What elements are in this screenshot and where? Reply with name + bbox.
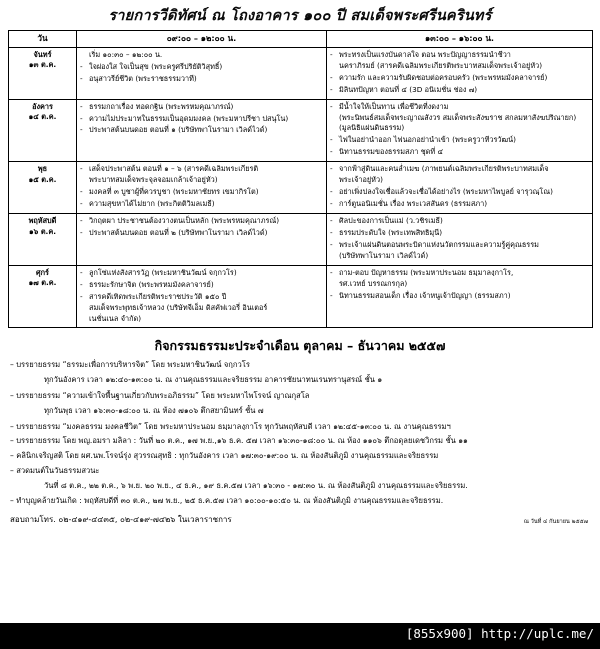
bullet-dash-icon: - — [80, 113, 83, 123]
program-item-list — [80, 62, 323, 85]
bullet-dash-icon: - — [330, 290, 333, 300]
bullet-dash-icon: - — [330, 49, 333, 59]
slot2-cell — [327, 162, 593, 214]
program-item — [80, 199, 323, 210]
table-row — [9, 214, 593, 266]
day-cell — [9, 214, 77, 266]
bullet-dash-icon: - — [80, 291, 83, 301]
program-item-line: อนุสาวรีย์ชีวิต (พระราชธรรมวาที) — [89, 73, 197, 83]
bullet-dash-icon: - — [330, 147, 333, 157]
activities-list — [8, 359, 592, 507]
bullet-dash-icon: - — [330, 187, 333, 197]
day-date: ๑๖ ต.ค. — [29, 226, 56, 236]
bullet-dash-icon: - — [330, 72, 333, 82]
schedule-panel — [8, 6, 592, 328]
program-item-line: นคราภิรมย์ (สารคดีเฉลิมพระเกียรติพระบาทสมเด็จพระเจ้าอยู่หัว) — [339, 60, 543, 70]
slot-lead-time: เริ่ม ๑๐:๓๐ – ๑๒:๐๐ น. — [89, 49, 163, 59]
bullet-dash-icon: - — [80, 279, 83, 289]
program-item — [330, 187, 589, 198]
program-item — [330, 199, 589, 210]
program-item-line: ธรรมประดับใจ (พระเทพสิทธิมุนี) — [339, 227, 443, 237]
program-item-line: นิทานธรรมของธรรมสภา ชุดที่ ๔ — [339, 147, 444, 157]
schedule-table-body — [9, 47, 593, 328]
activities-title: กิจกรรมธรรมะประจำเดือน ตุลาคม – ธันวาคม ๒๕๕๗ — [154, 338, 446, 354]
program-item-line: เสด็จประพาสต้น ตอนที่ ๑ – ๖ (สารคดีเฉลิมพระเกียรติ — [89, 164, 259, 174]
table-header-row — [9, 30, 593, 47]
program-item-line: ความไม่ประมาทในธรรมเป็นอุดมมงคล (พระมหาปรีชา ปสนุโน) — [89, 113, 289, 123]
program-item-line: พระเจ้าอยู่หัว) — [339, 175, 383, 185]
program-item — [330, 228, 589, 239]
program-item — [80, 102, 323, 113]
bullet-dash-icon: - — [330, 199, 333, 209]
program-item-line: ความสุขหาได้ไม่ยาก (พระกิตติวิมลเมธี) — [89, 199, 215, 209]
program-item — [330, 216, 589, 227]
program-item-line: (พระนิพนธ์สมเด็จพระญาณสังวร สมเด็จพระสังฆราช สกลมหาสังฆปริณายก) — [339, 112, 577, 122]
program-item — [80, 164, 323, 186]
program-item-line: รศ.เวทย์ บรรณกรกุล) — [339, 278, 408, 288]
day-date: ๑๔ ต.ค. — [28, 112, 57, 122]
program-item — [80, 114, 323, 125]
program-item-line: ใจผ่องใส ใจเป็นสุข (พระครูศรีปริยัติวิสุทธิ์) — [89, 61, 223, 71]
issue-date: ณ วันที่ ๔ กันยายน ๒๕๕๗ — [523, 519, 588, 526]
slot1-cell — [77, 99, 327, 162]
program-item — [80, 292, 323, 325]
bullet-dash-icon: - — [330, 216, 333, 226]
day-name: ศุกร์ — [36, 267, 49, 277]
bullet-dash-icon: - — [80, 61, 83, 71]
activity-detail-line: ทุกวันพุธ เวลา ๑๖:๓๐-๑๘:๐๐ น. ณ ห้อง ๗๑๐๖ ตึกสยามินทร์ ชั้น ๗ — [44, 405, 264, 415]
program-item-line: ความรัก และความรับผิดชอบต่อครอบครัว (พระพรหมมังคลาจารย์) — [339, 72, 548, 82]
program-item-line: สารคดีเทิดพระเกียรติพระราชประวัติ ๑๕๐ ปี — [89, 291, 227, 301]
slot1-cell — [77, 214, 327, 266]
bullet-dash-icon: - — [80, 125, 83, 135]
program-item — [330, 268, 589, 290]
bullet-dash-icon: - — [330, 227, 333, 237]
activity-line: – สวดมนต์ในวันธรรมสวนะ — [10, 465, 100, 475]
program-item-list — [330, 164, 589, 210]
program-item — [330, 147, 589, 158]
day-date: ๑๓ ต.ค. — [28, 60, 57, 70]
image-size-url-stamp: [855x900] http://uplc.me/ — [405, 626, 594, 641]
slot2-cell — [327, 214, 593, 266]
slot2-cell — [327, 99, 593, 162]
bullet-dash-icon: - — [330, 84, 333, 94]
bullet-dash-icon: - — [80, 199, 83, 209]
day-cell — [9, 162, 77, 214]
program-item — [330, 135, 589, 146]
bullet-dash-icon: - — [80, 187, 83, 197]
program-item — [330, 73, 589, 84]
program-item-list — [330, 50, 589, 96]
slot1-cell — [77, 265, 327, 328]
bullet-dash-icon: - — [80, 164, 83, 174]
bullet-dash-icon: - — [80, 267, 83, 277]
program-item-line: ธรรมะรักษาจิต (พระพรหมมังคลาจารย์) — [89, 279, 214, 289]
program-item-line: อย่าเพิ่งปลงใจเชื่อแล้วจะเชื่อได้อย่างไร (พระมหาไพบูลย์ จารุวณฺโณ) — [339, 187, 553, 197]
program-item-line: จากฟ้าสู่ดินและคนล่ำเมฆ (ภาพยนต์เฉลิมพระเกียรติพระบาทสมเด็จ — [339, 164, 549, 174]
program-item-line: (บริษัทพาโนรามา เวิลด์ไวด์) — [339, 250, 429, 260]
activity-line: – บรรยายธรรม “มงคลธรรม มงคลชีวิต” โดย พระมหาประนอม ธมฺมาลงฺกาโร ทุกวันพฤหัสบดี เวลา ๑๒:๔๕-๑๓:๐๐ น. ณ งานคุณธรรมฯ — [10, 421, 451, 431]
bullet-dash-icon: - — [80, 101, 83, 111]
program-item-line: ไฟในอย่านำออก ไฟนอกอย่านำเข้า (พระครูวาทีวรวัฒน์) — [339, 135, 516, 145]
bullet-dash-icon: - — [80, 216, 83, 226]
bullet-dash-icon: - — [80, 227, 83, 237]
activity-detail-line: ทุกวันอังคาร เวลา ๑๒:๔๐-๑๓:๐๐ น. ณ งานคุณธรรมและจริยธรรม อาคารชัยนาทนเรนทรานุสรณ์ ชั้น ๑ — [44, 375, 383, 385]
contact-phone: สอบถามโทร. ๐๒-๔๑๙-๔๔๓๕, ๐๒-๔๑๙-๗๔๒๖ ในเวลาราชการ — [10, 515, 232, 525]
column-header-day: วัน — [9, 30, 77, 47]
program-item-line: นิทานธรรมสอนเด็ก เรื่อง เจ้าหนูเจ้าปัญญา (ธรรมสภา) — [339, 290, 511, 300]
program-item-list — [80, 216, 323, 239]
program-item — [80, 62, 323, 73]
schedule-table — [8, 30, 593, 329]
day-cell — [9, 265, 77, 328]
program-item-line: ธรรมกถาเรื่อง ทอดกฐิน (พระพรหมคุณาภรณ์) — [89, 101, 234, 111]
program-item — [80, 187, 323, 198]
bullet-dash-icon: - — [80, 73, 83, 83]
activity-detail-line: วันที่ ๘ ต.ค., ๒๒ ต.ค., ๖ พ.ย. ๒๐ พ.ย., ๔ ธ.ค., ๑๙ ธ.ค.๕๗ เวลา ๑๖:๓๐ - ๑๗:๓๐ น. ณ ห้องสันติภูมิ งานคุณธรรมและจริยธรรม. — [44, 480, 468, 490]
table-row — [9, 265, 593, 328]
program-item — [80, 228, 323, 239]
program-item-line: พระเจ้าแผ่นดินตอนพระบิดาแห่งนวัตกรรมและความรู้คู่คุณธรรม — [339, 239, 539, 249]
program-item — [330, 291, 589, 302]
activity-line: – บรรยายธรรม “ความเข้าใจพื้นฐานเกี่ยวกับพระอภิธรรม” โดย พระมหาไพโรจน์ ญาณกุสโล — [10, 390, 310, 400]
program-item-line: สมเด็จพระพุทธเจ้าหลวง (บริษัทจีเอ็ม ดิสคัฟเวอรี่ อินเตอร์ — [89, 302, 268, 312]
program-item-line: ประพาสต้นบนดอย ตอนที่ ๒ (บริษัทพาโนรามา เวิลด์ไวด์) — [89, 227, 268, 237]
program-item-list — [330, 268, 589, 302]
program-item-line: ถาม-ตอบ ปัญหาธรรม (พระมหาประนอม ธมฺมาลงฺกาโร, — [339, 267, 514, 277]
activity-line: – บรรยายธรรม โดย พญ.อมรา มลิลา : วันที่ ๒๐ ต.ค., ๑๗ พ.ย.,๑๖ ธ.ค. ๕๗ เวลา ๑๖:๓๐-๑๘:๐๐ น. ณ ห้อง ๑๑๐๖ ตึกอดุลยเดชวิกรม ชั้น ๑๑ — [10, 436, 468, 446]
day-name: พุธ — [37, 164, 48, 174]
slot2-cell — [327, 47, 593, 99]
program-item-list — [330, 216, 589, 262]
bullet-dash-icon: - — [330, 101, 333, 111]
column-header-morning: ๐๙:๐๐ – ๑๒:๐๐ น. — [77, 30, 327, 47]
slot2-cell — [327, 265, 593, 328]
program-item — [330, 102, 589, 135]
program-item — [80, 280, 323, 291]
program-item-line: พระทรงเป็นแรงบันดาลใจ ตอน พระปัญญาธรรมนำชีวา — [339, 49, 511, 59]
table-row — [9, 47, 593, 99]
table-row — [9, 162, 593, 214]
day-name: พฤหัสบดี — [28, 216, 57, 226]
program-item-list — [330, 102, 589, 159]
program-item-line: ศิลปะของการเป็นแม่ (ว.วชิรเมธี) — [339, 216, 443, 226]
program-item-list — [80, 164, 323, 210]
program-item-line: การ์ตูนอนิเมชั่น เรื่อง พระเวสสันดร (ธรรมสภา) — [339, 199, 488, 209]
day-name: อังคาร — [32, 101, 53, 111]
bullet-dash-icon: - — [330, 135, 333, 145]
activity-line: – คลินิกเจริญสติ โดย ผศ.นพ.โรจน์รุ่ง สุวรรณสุทธิ : ทุกวันอังคาร เวลา ๑๗:๓๐-๑๙:๐๐ น. ณ ห้องสันติภูมิ งานคุณธรรมและจริยธรรม — [10, 451, 439, 461]
program-item-line: มีน้ำใจให้เป็นทาน เพื่อชีวิตที่งดงาม — [339, 101, 449, 111]
program-item-line: วิกฤตผา ประชาชนต้องวางตนเป็นหลัก (พระพรหมคุณาภรณ์) — [89, 216, 280, 226]
activities-panel — [8, 335, 592, 526]
program-item-line: (มูลนิธิแผ่นดินธรรม) — [339, 123, 405, 133]
program-item — [80, 125, 323, 136]
activity-line: – บรรยายธรรม “ธรรมะเพื่อการบริหารจิต” โดย พระมหาชินวัฒน์ จกฺกวโร — [10, 360, 250, 370]
bullet-dash-icon: - — [330, 164, 333, 174]
program-item — [330, 85, 589, 96]
program-item-line: ประพาสต้นบนดอย ตอนที่ ๑ (บริษัทพาโนรามา เวิลด์ไวด์) — [89, 125, 268, 135]
program-item — [80, 216, 323, 227]
program-item-line: มิลินทปัญหา ตอนที่ ๔ (3D อนิเมชั่น ช่อง ๗) — [339, 84, 478, 94]
footer-bar — [0, 623, 600, 649]
activities-footer — [8, 513, 592, 526]
program-item — [330, 164, 589, 186]
bullet-dash-icon: - — [330, 239, 333, 249]
day-name: จันทร์ — [33, 49, 52, 59]
day-cell — [9, 47, 77, 99]
program-item-line: ลูกโซ่แห่งสังสารวัฏ (พระมหาชินวัฒน์ จกฺกวโร) — [89, 267, 237, 277]
day-cell — [9, 99, 77, 162]
program-item-list — [80, 102, 323, 137]
day-date: ๑๗ ต.ค. — [28, 278, 57, 288]
program-item — [80, 74, 323, 85]
slot1-cell — [77, 162, 327, 214]
table-row — [9, 99, 593, 162]
slot1-cell — [77, 47, 327, 99]
program-item-list — [80, 268, 323, 325]
column-header-afternoon: ๑๓:๐๐ – ๑๖:๐๐ น. — [327, 30, 593, 47]
program-item — [330, 240, 589, 262]
program-item-line: มงคลที่ ๓ บูชาผู้ที่ควรบูชา (พระมหาชัยทร เขมากิรโต) — [89, 187, 259, 197]
program-item-line: พระบาทสมเด็จพระจุลจอมเกล้าเจ้าอยู่หัว) — [89, 175, 218, 185]
activity-line: – ทำบุญคล้ายวันเกิด : พฤหัสบดีที่ ๓๐ ต.ค., ๒๗ พ.ย., ๒๕ ธ.ค.๕๗ เวลา ๑๐:๐๐-๑๐:๕๐ น. ณ ห้องสันติภูมิ งานคุณธรรมและจริยธรรม. — [10, 496, 444, 506]
day-date: ๑๕ ต.ค. — [28, 174, 57, 184]
program-item — [330, 50, 589, 72]
page-title: รายการวีดิทัศน์ ณ โถงอาคาร ๑๐๐ ปี สมเด็จพระศรีนครินทร์ — [108, 8, 492, 24]
program-item-line: เนชั่นเนล จำกัด) — [89, 313, 142, 323]
program-item — [80, 268, 323, 279]
bullet-dash-icon: - — [330, 267, 333, 277]
